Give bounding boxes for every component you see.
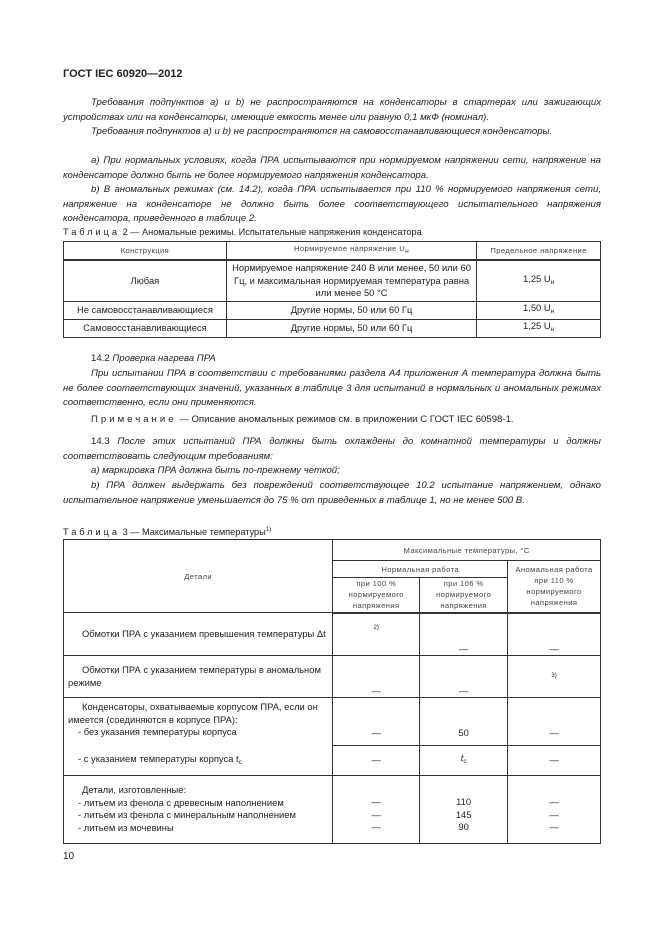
table3-caption: Таблица 3 — Максимальные температуры$^{1)}$ (63, 527, 272, 537)
table-row: Не самовосстанавливающиеся Другие нормы, 50 или 60 Гц 1,50 $U_н$ (64, 302, 601, 320)
section-14-3-b: b) ПРА должен выдержать без повреждений соответствующее 10.2 испытание напряжением, однако испытательное напряжение уменьшается до 75 % от приведенных в таблице 1, но не менее 500 В. (63, 480, 601, 506)
table-header: Нормальная работа (333, 561, 508, 578)
table-row: Самовосстанавливающиеся Другие нормы, 50 или 60 Гц 1,25 $U_н$ (64, 320, 601, 338)
paragraph: Требования подпунктов а) и b) не распространяются на конденсаторы в стартерах или зажигающих устройствах или на конденсаторы, имеющие емкость менее или равную 0,1 мкФ (номинал). (63, 97, 601, 123)
table-row: Конденсаторы, охватываемые корпусом ПРА, если он имеется (соединяются в корпусе ПРА): - без указания температуры корпуса - с указанием температуры корпуса $t_c$ — 50 — (64, 698, 601, 746)
paragraph: Требования подпунктов а) и b) не распространяются на самовосстанавливающиеся конденсаторы. (91, 126, 553, 137)
table-row: Детали, изготовленные: - литьем из фенола с древесным наполнением - литьем из фенола с минеральным наполнением - литьем из мочевины — — — 110 145 90 — — — (64, 776, 601, 844)
table2 (63, 241, 601, 338)
table-header: при 106 % нормируемого напряжения (420, 578, 508, 613)
table-header: Конструкция (64, 242, 227, 260)
paragraph: b) В аномальных режимах (см. 14.2), когда ПРА испытывается при 110 % нормируемого напряжения сети, напряжение на конденсаторе не должно быть более соответствующего испытательного напряжения конденсатора, приведенного в таблице 2. (63, 184, 601, 225)
document-header: ГОСТ IEC 60920—2012 (63, 68, 183, 80)
section-14-2-text: При испытании ПРА в соответствии с требованиями раздела А4 приложения А температура должна быть не более соответствующих значений, указанных в таблице 3 для испытаний в нормальных и аномальных режимах соответственно, если они применяются. (63, 368, 601, 409)
table-header: при 100 % нормируемого напряжения (333, 578, 420, 613)
table-header: Максимальные температуры, °С (333, 540, 601, 561)
section-14-2-title: 14.2 Проверка нагрева ПРА (91, 353, 216, 364)
table-header: Нормируемое напряжение Uн (226, 242, 476, 260)
note: Примечание — Описание аномальных режимов см. в приложении С ГОСТ IEC 60598-1. (91, 414, 514, 425)
table3 (63, 539, 601, 844)
table-header: Предельное напряжение (477, 242, 601, 260)
table-row: Обмотки ПРА с указанием превышения температуры Δt 2) — — (64, 613, 601, 656)
table-header: Детали (64, 540, 333, 613)
paragraph: а) При нормальных условиях, когда ПРА испытываются при нормируемом напряжении сети, напряжение на конденсаторе должно быть не более нормируемого напряжения конденсатора. (63, 155, 601, 181)
section-14-3-text: 14.3 После этих испытаний ПРА должны быть охлаждены до комнатной температуры и должны соответствовать следующим требованиям: (63, 436, 601, 462)
section-14-3-a: а) маркировка ПРА должна быть по-прежнему четкой; (91, 465, 340, 476)
page-number: 10 (63, 851, 75, 862)
table-row: Обмотки ПРА с указанием температуры в аномальном режиме — — 3) (64, 656, 601, 698)
table-row: Любая Нормируемое напряжение 240 В или менее, 50 или 60 Гц, и максимальная нормируемая температура равна или менее 50 °С 1,25 $U_н$ (64, 260, 601, 302)
table-row: — $t_c$ — (64, 746, 601, 776)
table2-caption: Таблица 2 — Аномальные режимы. Испытательные напряжения конденсатора (63, 227, 422, 237)
table-header: Аномальная работа при 110 % нормируемого напряжения (508, 561, 601, 613)
